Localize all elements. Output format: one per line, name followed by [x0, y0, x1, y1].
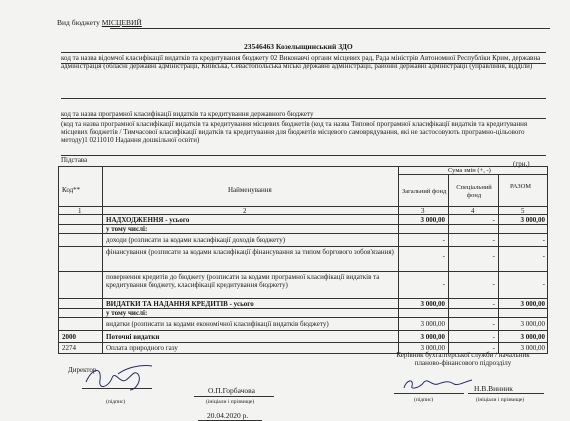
col-number-4: 4	[471, 207, 475, 215]
row-current-total: 3 000,00	[520, 333, 545, 341]
row-gas-special: -	[492, 344, 495, 352]
header-total: РАЗОМ	[510, 183, 532, 190]
row-financing-name: фінансування (розписати за кодами класифікації фінансування за типом боргового зобов'язання)	[106, 248, 394, 256]
director-name: О.П.Горбачова	[208, 386, 255, 395]
row-current-code: 2000	[62, 333, 76, 341]
director-name-caption: (ініціали і прізвище)	[206, 399, 255, 405]
row-loan-return-general: -	[442, 280, 445, 288]
director-sign-caption: (підпис)	[106, 399, 126, 405]
row-incl-1-name: у тому числі:	[106, 225, 148, 233]
row-expenditures-name: ВИДАТКИ ТА НАДАННЯ КРЕДИТІВ - усього	[106, 300, 254, 308]
row-gas-code: 2274	[62, 344, 76, 352]
row-receipts-total: 3 000,00	[520, 216, 545, 224]
row-income-total: -	[542, 236, 545, 244]
row-gas-total: 3 000,00	[520, 344, 545, 352]
row-incl-2-name: у тому числі:	[106, 309, 148, 317]
budget-table	[58, 166, 548, 354]
row-current-special: -	[492, 333, 495, 341]
director-signature	[82, 360, 160, 398]
header-name: Найменування	[228, 186, 272, 194]
state-program-classification: код та назва програмної класифікації видатків та кредитування державного бюджету	[61, 110, 314, 118]
header-special: Спеціальний фонд	[456, 184, 492, 200]
row-gas-general: 3 000,00	[420, 344, 445, 352]
accountant-name: Н.В.Виниик	[474, 384, 513, 393]
accountant-sign-caption: (підпис)	[414, 397, 434, 403]
row-loan-return-name: повернення кредитів до бюджету (розписати за кодами програмної класифікації видатків та кредитування бюджету, класифікації кредитування бюджету)	[106, 273, 380, 290]
row-receipts-special: -	[492, 216, 495, 224]
row-income-general: -	[442, 236, 445, 244]
row-financing-general: -	[442, 252, 445, 260]
row-financing-special: -	[492, 252, 495, 260]
col-number-3: 3	[421, 207, 425, 215]
row-current-general: 3 000,00	[420, 333, 445, 341]
row-financing-total: -	[542, 252, 545, 260]
row-receipts-name: НАДХОДЖЕННЯ - усього	[106, 216, 190, 224]
row-receipts-general: 3 000,00	[420, 216, 445, 224]
currency-label: (грн.)	[513, 160, 530, 168]
row-loan-return-special: -	[492, 280, 495, 288]
row-spending-general: 3 000,00	[420, 320, 445, 328]
col-number-5: 5	[521, 207, 525, 215]
spending-unit-classification: код та назва відомчої класифікації видатків та кредитування бюджету 02 Виконавчі органи місцевих рад, Рада міністрів Автономної Республіки Крим, державна адміністрація (обласні державні адміністрації, Київська, Севастопольська міські державні адміністрації, районні державні адміністрації (управління, відділи)	[61, 54, 541, 71]
header-sum-group: Сума змін (+, -)	[448, 167, 491, 174]
row-income-special: -	[492, 236, 495, 244]
col-number-1: 1	[78, 207, 82, 215]
basis-label: Підстава	[61, 156, 88, 164]
row-expenditures-general: 3 000,00	[420, 300, 445, 308]
accountant-name-caption: (ініціали і прізвище)	[476, 397, 525, 403]
local-program-classification: (код та назва програмної класифікації видатків та кредитування місцевих бюджетів (код та назва Типової програмної класифікації видатків та кредитування місцевих бюджетів / Тимчасової класифікації видатків та кредитування для бюджетів місцевого самоврядування, які не застосовують програмно-цільового методу)1 0211010 Надання дошкільної освіти)	[61, 120, 528, 145]
accountant-title: Керівник бухгалтерської служби / начальник планово-фінансового підрозділу	[396, 351, 530, 368]
row-expenditures-special: -	[492, 300, 495, 308]
accountant-signature	[398, 372, 478, 394]
row-expenditures-total: 3 000,00	[520, 300, 545, 308]
row-spending-total: 3 000,00	[520, 320, 545, 328]
row-current-name: Поточні видатки	[106, 333, 160, 341]
row-spending-name: видатки (розписати за кодами економічної класифікації видатків бюджету)	[106, 320, 329, 328]
director-label: Директор	[68, 366, 97, 374]
row-income-name: доходи (розписати за кодами класифікації доходів бюджету)	[106, 236, 286, 244]
budget-type	[57, 19, 142, 27]
header-code: Код**	[62, 186, 81, 194]
document-date: 20.04.2020 р.	[207, 411, 249, 420]
budget-type-label: Вид бюджету	[57, 18, 100, 27]
row-spending-special: -	[492, 320, 495, 328]
col-number-2: 2	[243, 207, 247, 215]
row-gas-name: Оплата природного газу	[106, 344, 178, 352]
institution-title: 23546463 Козелыщинський ЗДО	[244, 42, 353, 51]
header-general: Загальний фонд	[402, 188, 447, 195]
budget-type-value: МІСЦЕВИЙ	[101, 18, 142, 27]
row-loan-return-total: -	[542, 280, 545, 288]
